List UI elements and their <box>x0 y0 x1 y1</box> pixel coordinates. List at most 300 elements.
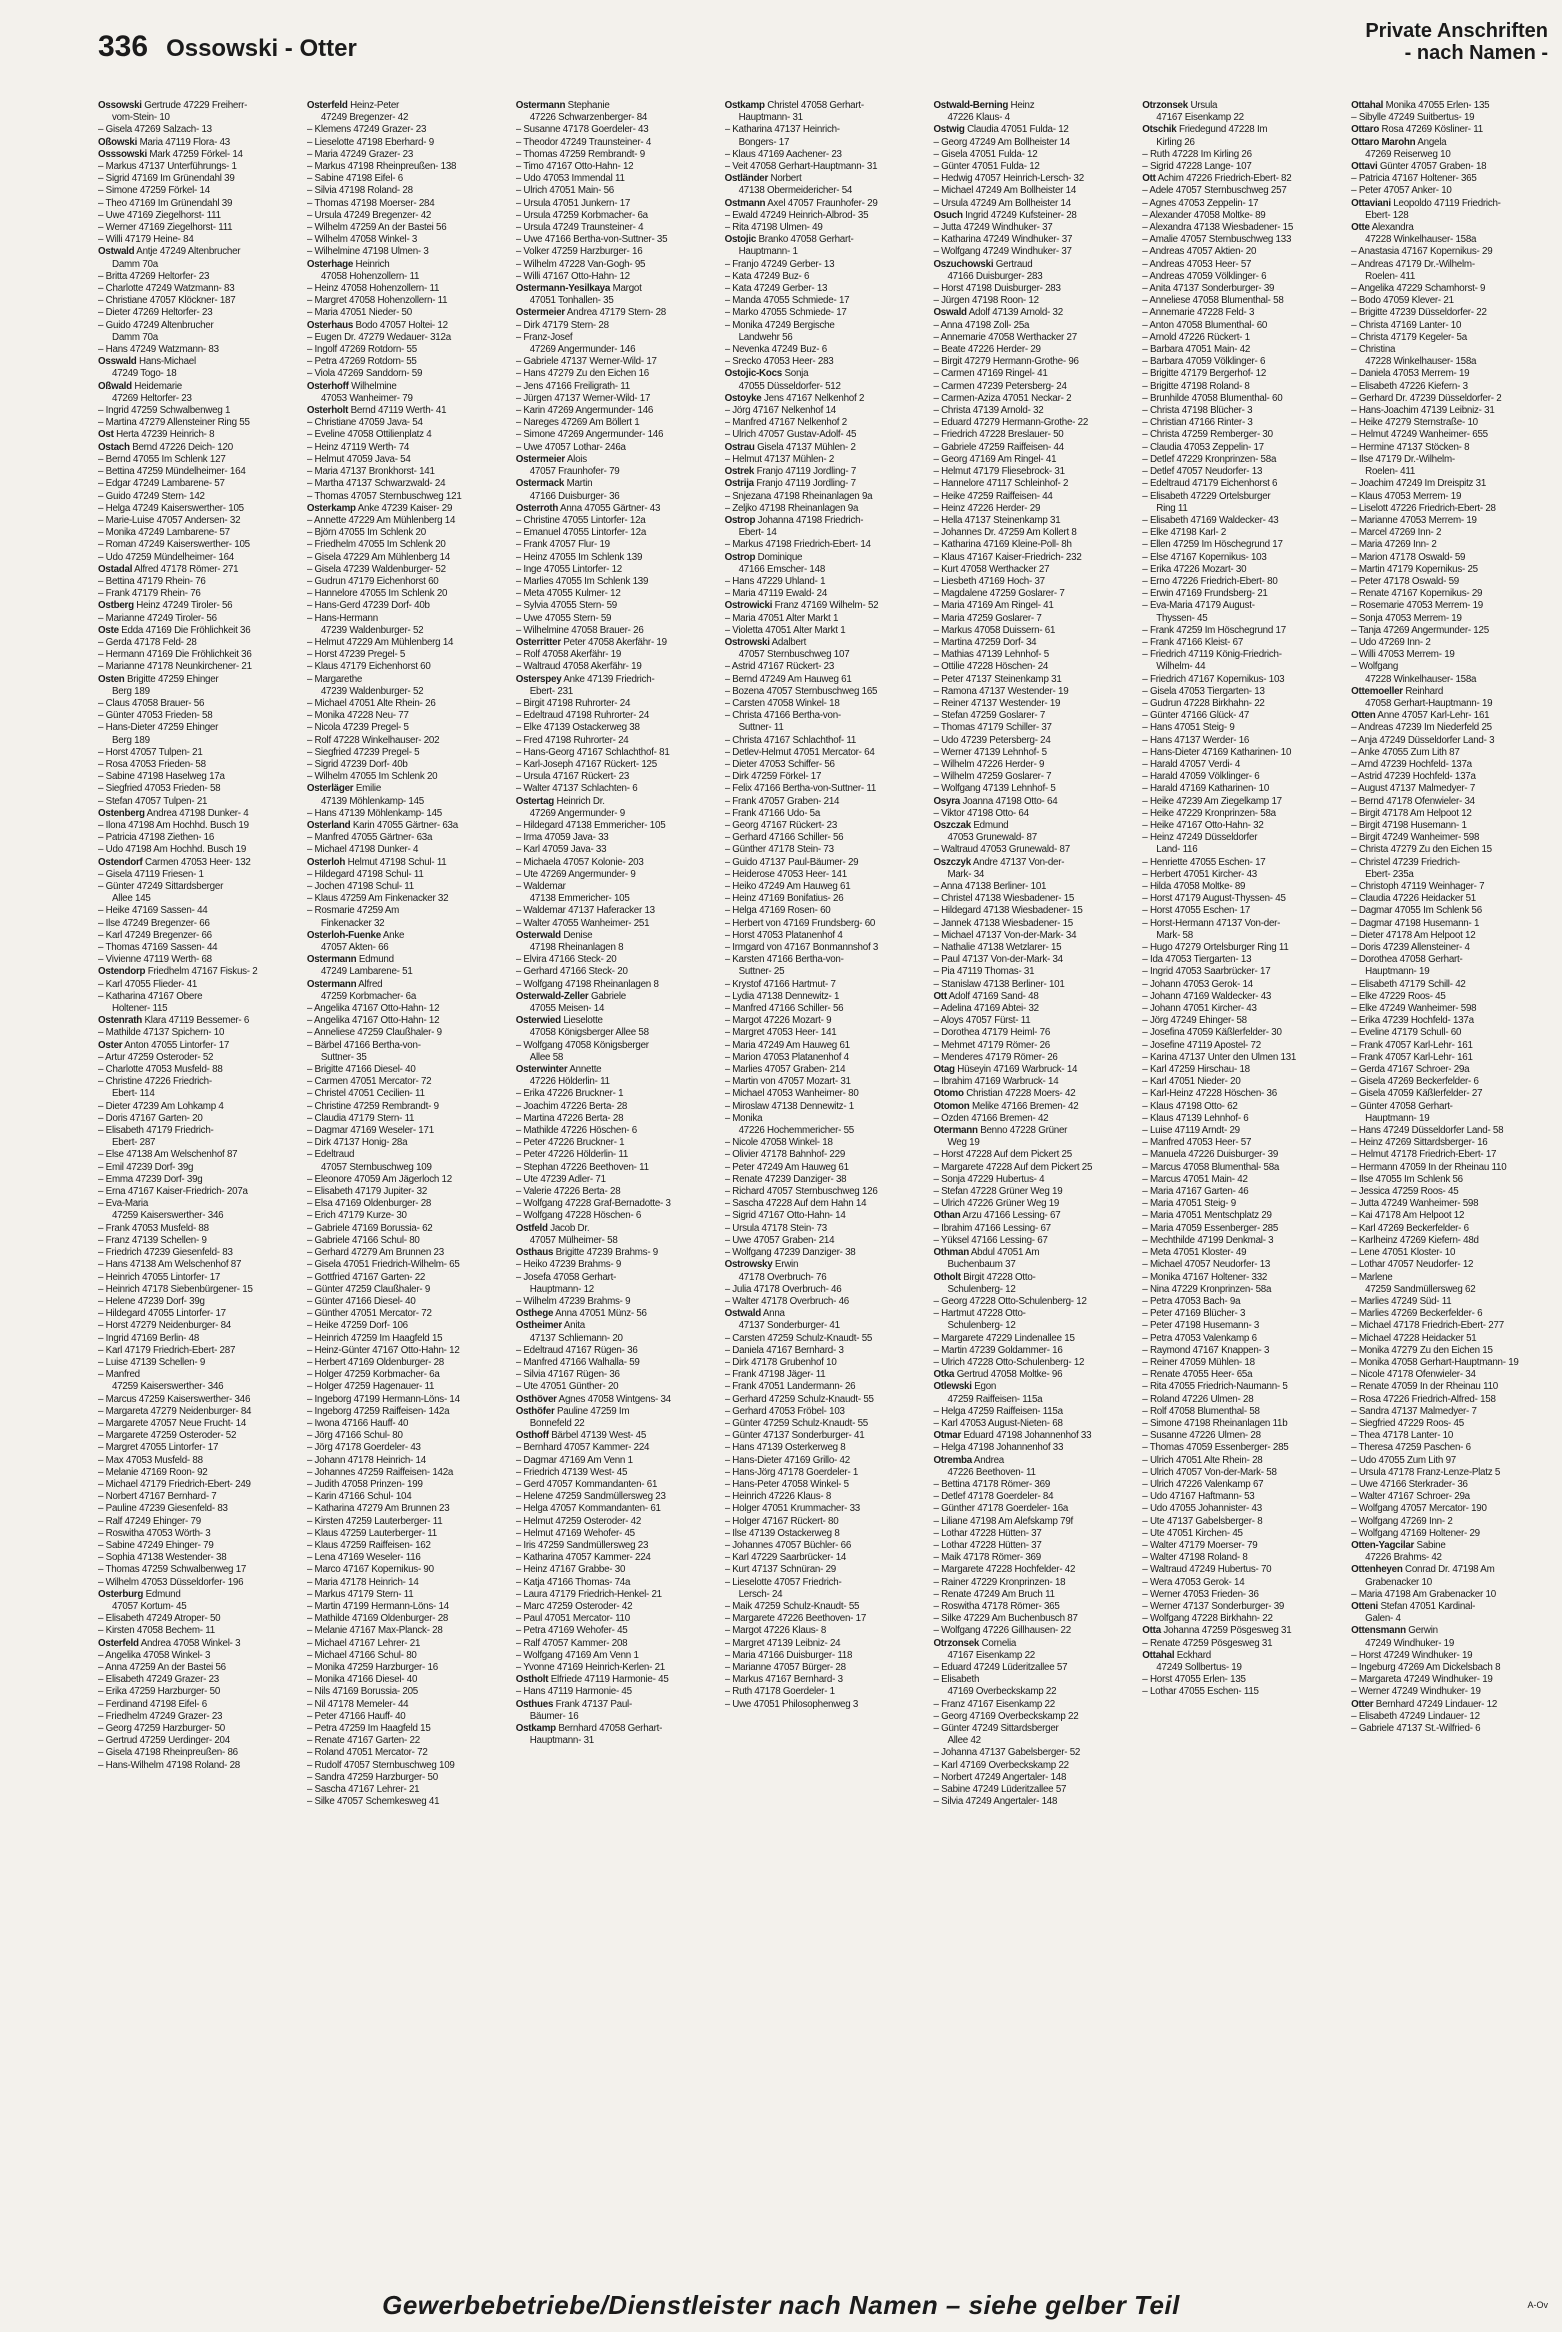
entry-text: – Johanna 47137 Gabelsberger- 52 <box>933 1747 1081 1759</box>
surname: Ostendorf <box>98 856 143 868</box>
entry-text: – Theresa 47259 Paschen- 6 <box>1351 1442 1471 1454</box>
entry-text: – Friedrich 47228 Breslauer- 50 <box>933 429 1064 441</box>
entry-text: – Kurt 47137 Schnüran- 29 <box>724 1564 836 1576</box>
entry-text: – Frank 47057 Graben- 214 <box>724 795 840 807</box>
listing-entry <box>98 710 297 722</box>
listing-entry <box>516 844 715 856</box>
listing-entry <box>516 1125 715 1137</box>
listing-column <box>516 100 715 2280</box>
entry-text: – Martha 47137 Schwarzwald- 24 <box>306 478 446 490</box>
entry-text: – Christa 47279 Zu den Eichen 15 <box>1351 844 1492 856</box>
listing-entry <box>307 1003 506 1015</box>
listing-entry <box>1351 661 1550 673</box>
listing-entry <box>98 1430 297 1442</box>
listing-entry <box>307 1272 506 1284</box>
listing-entry <box>516 356 715 368</box>
entry-text: – Wolfgang 47169 Holtener- 29 <box>1351 1527 1480 1539</box>
listing-entry <box>1351 808 1550 820</box>
entry-text: Herta 47239 Heinrich- 8 <box>113 429 215 441</box>
entry-text: Gisela 47137 Mühlen- 2 <box>754 441 856 453</box>
entry-text: – Jörg 47249 Ehinger- 58 <box>1142 1015 1247 1027</box>
entry-text: – Hannelore 47117 Schleinhof- 2 <box>933 478 1069 490</box>
entry-text: Suttner- 35 <box>320 1051 367 1063</box>
surname: Osswald <box>98 356 137 368</box>
entry-text: Mark- 34 <box>947 868 985 880</box>
entry-text: – Martin 47199 Hermann-Löns- 14 <box>306 1600 449 1612</box>
entry-text: Rosa 47269 Kösliner- 11 <box>1379 124 1483 136</box>
entry-text: – Anna 47138 Berliner- 101 <box>933 881 1047 892</box>
entry-text: – Margareta 47249 Windhuker- 19 <box>1351 1674 1493 1686</box>
listing-entry <box>1142 1442 1341 1454</box>
surname: Ostkamp <box>724 100 765 111</box>
entry-text: Allee 145 <box>112 893 151 905</box>
listing-entry <box>307 112 506 124</box>
listing-entry <box>307 1308 506 1320</box>
listing-entry <box>98 1540 297 1552</box>
entry-text: – Udo 47239 Petersberg- 24 <box>933 734 1051 746</box>
surname: Ostrija <box>724 478 754 490</box>
entry-text: Friedhelm 47167 Fiskus- 2 <box>145 966 258 978</box>
entry-text: – Aloys 47057 Fürst- 11 <box>933 1015 1031 1027</box>
entry-text: Anna 47051 Münz- 56 <box>553 1308 647 1320</box>
listing-entry <box>725 820 924 832</box>
entry-text: – Marianne 47057 Bürger- 28 <box>724 1662 846 1673</box>
listing-entry <box>98 1406 297 1418</box>
entry-text: 47249 Lambarene- 51 <box>320 966 413 978</box>
entry-text: – Erna 47167 Kaiser-Friedrich- 207a <box>98 1186 248 1198</box>
surname: Ostadal <box>98 563 133 575</box>
listing-entry <box>307 503 506 515</box>
listing-entry <box>98 1467 297 1479</box>
entry-text: – Horst 47179 August-Thyssen- 45 <box>1142 893 1286 905</box>
listing-entry <box>933 149 1132 161</box>
listing-entry <box>1351 1723 1550 1735</box>
listing-entry <box>98 1088 297 1100</box>
listing-entry <box>307 222 506 234</box>
listing-entry <box>1351 1455 1550 1467</box>
entry-text: – Erika 47226 Mozart- 30 <box>1142 563 1247 575</box>
entry-text: – Wilhelmine 47058 Brauer- 26 <box>515 624 644 636</box>
listing-entry <box>1351 576 1550 588</box>
listing-entry <box>1142 442 1341 454</box>
listing-entry <box>516 1320 715 1332</box>
listing-entry <box>1351 820 1550 832</box>
listing-entry <box>1142 1333 1341 1345</box>
listing-entry <box>98 1479 297 1491</box>
listing-entry <box>516 1296 715 1308</box>
listing-entry <box>307 1064 506 1076</box>
entry-text: – Christel 47239 Friedrich- <box>1351 856 1460 868</box>
listing-entry <box>98 283 297 295</box>
surname: Osthege <box>515 1308 554 1320</box>
listing-entry <box>307 1503 506 1515</box>
listing-entry <box>1351 1442 1550 1454</box>
listing-entry <box>1142 1223 1341 1235</box>
listing-entry <box>933 686 1132 698</box>
entry-text: Anne 47057 Karl-Lehr- 161 <box>1375 710 1490 722</box>
entry-text: – Bernhard 47057 Kammer- 224 <box>515 1442 650 1454</box>
entry-text: – Jochen 47198 Schul- 11 <box>306 881 414 892</box>
entry-text: – Heinrich 47259 Im Haagfeld 15 <box>306 1332 443 1344</box>
listing-entry <box>1351 552 1550 564</box>
entry-text: – Elsa 47169 Oldenburger- 28 <box>306 1198 432 1210</box>
listing-entry <box>1142 1552 1341 1564</box>
listing-entry <box>1142 1247 1341 1259</box>
entry-text: – Sabine 47249 Lüderitzallee 57 <box>933 1784 1067 1796</box>
listing-entry <box>307 796 506 808</box>
entry-text: – Holger 47167 Rückert- 80 <box>724 1515 839 1527</box>
listing-entry <box>1351 1247 1550 1259</box>
listing-entry <box>1142 307 1341 319</box>
listing-entry <box>1142 930 1341 942</box>
entry-text: – Margarete 47226 Beethoven- 17 <box>724 1613 867 1625</box>
entry-text: – Manfred 47166 Schiller- 56 <box>724 1003 844 1015</box>
listing-entry <box>307 1210 506 1222</box>
listing-entry <box>307 869 506 881</box>
listing-entry <box>516 332 715 344</box>
entry-text: – Hans 47051 Steig- 9 <box>1142 722 1235 734</box>
listing-entry <box>516 1345 715 1357</box>
entry-text: – Dirk 47137 Honig- 28a <box>306 1137 408 1149</box>
entry-text: – Christine 47259 Rembrandt- 9 <box>306 1100 439 1112</box>
entry-text: – Kai 47178 Am Helpoot 12 <box>1351 1210 1465 1222</box>
entry-text: Alfred <box>356 978 383 990</box>
listing-entry <box>516 1430 715 1442</box>
listing-entry <box>933 295 1132 307</box>
listing-entry <box>307 1479 506 1491</box>
listing-entry <box>1142 478 1341 490</box>
listing-entry <box>516 1528 715 1540</box>
entry-text: Roelen- 411 <box>1365 270 1416 282</box>
listing-entry <box>1142 661 1341 673</box>
entry-text: 47239 Waldenburger- 52 <box>320 624 424 636</box>
entry-text: Anna 47055 Gärtner- 43 <box>558 502 661 514</box>
entry-text: – Simone 47269 Angermunder- 146 <box>515 429 664 441</box>
entry-text: – Carmen 47239 Petersberg- 24 <box>933 380 1067 392</box>
listing-entry <box>516 515 715 527</box>
surname: Ostrop <box>724 514 756 526</box>
listing-entry <box>1142 869 1341 881</box>
entry-text: Lersch- 24 <box>738 1588 783 1600</box>
entry-text: Heinz-Peter <box>347 100 400 111</box>
entry-text: 47053 Wanheimer- 79 <box>320 392 413 404</box>
listing-entry <box>725 1418 924 1430</box>
listing-entry <box>516 405 715 417</box>
listing-entry <box>725 759 924 771</box>
listing-entry <box>1142 283 1341 295</box>
entry-text: – Elisabeth <box>933 1674 980 1686</box>
entry-text: – Franz 47139 Schellen- 9 <box>98 1234 207 1246</box>
listing-entry <box>98 1601 297 1613</box>
listing-entry <box>1351 1418 1550 1430</box>
listing-entry <box>1142 954 1341 966</box>
entry-text: – Hans-Dieter 47259 Ehinger <box>98 722 219 734</box>
listing-entry <box>1351 1015 1550 1027</box>
listing-entry <box>933 1186 1132 1198</box>
listing-entry <box>98 1027 297 1039</box>
listing-entry <box>933 857 1132 869</box>
listing-entry <box>1142 1577 1341 1589</box>
entry-text: – Heike 47229 Kronprinzen- 58a <box>1142 807 1276 819</box>
listing-entry <box>516 100 715 112</box>
entry-text: – Thomas 47179 Schiller- 37 <box>933 722 1052 734</box>
listing-entry <box>725 222 924 234</box>
entry-text: – Sandra 47259 Harzburger- 50 <box>306 1771 438 1783</box>
listing-entry <box>1142 881 1341 893</box>
entry-text: – Maria 47178 Heinrich- 14 <box>306 1576 419 1588</box>
listing-entry <box>516 1442 715 1454</box>
entry-text: – Detlef 47178 Goerdeler- 84 <box>933 1491 1054 1503</box>
entry-text: – Hildegard 47138 Wiesbadener- 15 <box>933 905 1083 917</box>
entry-text: – Klaus 47179 Eichenhorst 60 <box>306 661 431 673</box>
listing-entry <box>725 539 924 551</box>
entry-text: – Barbara 47059 Völklinger- 6 <box>1142 356 1266 368</box>
entry-text: – Wolfgang 47057 Mercator- 190 <box>1351 1503 1487 1515</box>
listing-entry <box>933 1796 1132 1808</box>
entry-text: – Manda 47055 Schmiede- 17 <box>724 295 850 307</box>
entry-text: – Hella 47137 Steinenkamp 31 <box>933 514 1061 526</box>
entry-text: – Kata 47249 Gerber- 13 <box>724 283 828 295</box>
listing-entry <box>933 344 1132 356</box>
entry-text: – Günther 47178 Stein- 73 <box>724 844 834 856</box>
entry-text: Roelen- 411 <box>1365 466 1416 478</box>
listing-entry <box>307 844 506 856</box>
listing-entry <box>1142 1259 1341 1271</box>
entry-text: Monika 47055 Erlen- 135 <box>1383 100 1490 111</box>
entry-text: – Gabriele 47137 Werner-Wild- 17 <box>515 356 657 368</box>
listing-entry <box>307 552 506 564</box>
listing-entry <box>725 1577 924 1589</box>
entry-text: – Margarete 47259 Osteroder- 52 <box>98 1430 237 1442</box>
listing-entry <box>516 429 715 441</box>
surname: Oste <box>98 624 119 636</box>
entry-text: – Walter 47178 Overbruch- 46 <box>724 1295 849 1307</box>
entry-text: – Heike 47279 Sternstraße- 10 <box>1351 417 1478 429</box>
entry-text: – Erwin 47169 Frundsberg- 21 <box>1142 588 1268 600</box>
entry-text: 47228 Winkelhauser- 158a <box>1365 673 1477 685</box>
listing-entry <box>516 918 715 930</box>
listing-entry <box>516 1418 715 1430</box>
entry-text: – Hildegard 47198 Schul- 11 <box>306 868 424 880</box>
entry-text: Berg 189 <box>112 685 150 697</box>
entry-text: – Bodo 47059 Klever- 21 <box>1351 295 1454 307</box>
listing-entry <box>307 954 506 966</box>
entry-text: – Britta 47269 Heltorfer- 23 <box>98 270 210 282</box>
listing-entry <box>1142 515 1341 527</box>
listing-entry <box>1351 1113 1550 1125</box>
listing-entry <box>725 173 924 185</box>
entry-text: – Heike 47167 Otto-Hahn- 32 <box>1142 819 1264 831</box>
entry-text: – Gerhard 47053 Fröbel- 103 <box>724 1405 845 1417</box>
listing-entry <box>1351 1503 1550 1515</box>
listing-entry <box>516 564 715 576</box>
section-subtitle: - nach Namen - <box>1404 42 1548 64</box>
listing-entry <box>98 1223 297 1235</box>
entry-text: – Ellen 47259 Im Höschegrund 17 <box>1142 539 1283 551</box>
surname: Osterhaus <box>306 319 354 331</box>
listing-entry <box>1351 1345 1550 1357</box>
entry-text: Pauline 47259 Im <box>554 1405 630 1417</box>
listing-entry <box>1142 198 1341 210</box>
listing-entry <box>725 930 924 942</box>
listing-entry <box>933 1223 1132 1235</box>
entry-text: – Ulrich 47051 Main- 56 <box>515 185 614 197</box>
listing-entry <box>307 1540 506 1552</box>
listing-entry <box>1142 600 1341 612</box>
listing-entry <box>98 747 297 759</box>
listing-entry <box>1351 222 1550 234</box>
entry-text: – Lothar 47057 Neudorfer- 12 <box>1351 1259 1474 1271</box>
listing-entry <box>1351 1479 1550 1491</box>
entry-text: – Werner 47137 Sonderburger- 39 <box>1142 1600 1285 1612</box>
surname: Ossowski <box>98 100 142 111</box>
entry-text: – Petra 47169 Wehofer- 45 <box>515 1625 628 1637</box>
listing-entry <box>516 1357 715 1369</box>
listing-entry <box>516 649 715 661</box>
listing-entry <box>725 307 924 319</box>
entry-text: – Marcus 47051 Main- 42 <box>1142 1173 1248 1185</box>
entry-text: – Eleonore 47059 Am Jägerloch 12 <box>306 1173 452 1185</box>
entry-text: – Krystof 47166 Hartmut- 7 <box>724 978 836 990</box>
entry-text: – Viola 47269 Sanddorn- 59 <box>306 368 423 380</box>
entry-text: Edmund <box>970 819 1009 831</box>
listing-entry <box>516 1052 715 1064</box>
listing-entry <box>98 1735 297 1747</box>
entry-text: – Herbert von 47169 Frundsberg- 60 <box>724 917 876 929</box>
listing-entry <box>933 1333 1132 1345</box>
listing-entry <box>98 381 297 393</box>
listing-entry <box>98 869 297 881</box>
listing-entry <box>933 1088 1132 1100</box>
listing-entry <box>725 1235 924 1247</box>
listing-entry <box>933 1113 1132 1125</box>
entry-text: – Andreas 47179 Dr.-Wilhelm- <box>1351 258 1475 270</box>
entry-text: – Michael 47228 Heidacker 51 <box>1351 1332 1477 1344</box>
listing-entry <box>1351 564 1550 576</box>
listing-entry <box>933 1284 1132 1296</box>
entry-text: – Claus 47058 Brauer- 56 <box>98 697 205 709</box>
entry-text: – Friedhelm 47055 Im Schlenk 20 <box>306 539 446 551</box>
entry-text: Sabine <box>1414 1539 1446 1551</box>
listing-entry <box>1142 1101 1341 1113</box>
listing-entry <box>516 246 715 258</box>
entry-text: – Johann 47178 Heinrich- 14 <box>306 1454 426 1466</box>
entry-text: Bongers- 17 <box>738 136 790 148</box>
entry-text: Karin 47055 Gärtner- 63a <box>350 819 458 831</box>
entry-text: – Maria 47051 Alter Markt 1 <box>724 612 839 624</box>
entry-text: Bernhard 47058 Gerhart- <box>555 1723 663 1735</box>
entry-text: – Eva-Maria <box>98 1198 149 1210</box>
entry-text: – Liesbeth 47169 Hoch- 37 <box>933 575 1045 587</box>
listing-entry <box>1351 417 1550 429</box>
listing-entry <box>98 1296 297 1308</box>
listing-entry <box>1142 747 1341 759</box>
entry-text: – Maria 47137 Bronkhorst- 141 <box>306 466 435 478</box>
entry-text: – Rita 47055 Friedrich-Naumann- 5 <box>1142 1381 1288 1393</box>
entry-text: Ebert- 114 <box>112 1088 155 1100</box>
listing-entry <box>1142 1064 1341 1076</box>
listing-entry <box>98 1149 297 1161</box>
listing-entry <box>1351 295 1550 307</box>
listing-entry <box>98 1491 297 1503</box>
listing-entry <box>98 1272 297 1284</box>
entry-text: – Werner 47139 Lehnhof- 5 <box>933 746 1047 758</box>
entry-text: – Wolfgang 47139 Lehnhof- 5 <box>933 783 1056 795</box>
entry-text: – Gerda 47167 Schroer- 29a <box>1351 1064 1470 1076</box>
entry-text: – Sabine 47198 Eifel- 6 <box>306 173 403 185</box>
listing-entry <box>1142 210 1341 222</box>
listing-entry <box>933 381 1132 393</box>
entry-text: – Paul 47137 Von-der-Mark- 34 <box>933 954 1063 966</box>
listing-entry <box>933 1174 1132 1186</box>
entry-text: – Helmut 47178 Friedrich-Ebert- 17 <box>1351 1149 1497 1161</box>
entry-text: – Hans 47249 Düsseldorfer Land- 58 <box>1351 1125 1504 1137</box>
entry-text: 47226 Beethoven- 11 <box>947 1466 1036 1478</box>
entry-text: – Margarete 47228 Auf dem Pickert 25 <box>933 1161 1093 1173</box>
entry-text: Bernd 47226 Deich- 120 <box>129 441 233 453</box>
listing-entry <box>98 600 297 612</box>
entry-text: – Kata 47249 Buz- 6 <box>724 270 810 282</box>
entry-text: 47057 Sternbuschweg 109 <box>320 1161 432 1173</box>
listing-entry <box>725 893 924 905</box>
entry-text: – Brigitte 47166 Diesel- 40 <box>306 1064 416 1076</box>
entry-text: 47139 Möhlenkamp- 145 <box>320 795 424 807</box>
entry-text: – Frank 47179 Rhein- 76 <box>98 588 201 600</box>
entry-text: – Claudia 47179 Stern- 11 <box>306 1112 415 1124</box>
listing-entry <box>933 600 1132 612</box>
listing-entry <box>98 588 297 600</box>
listing-entry <box>98 1064 297 1076</box>
entry-text: – Helmut 47059 Java- 54 <box>306 453 411 465</box>
listing-entry <box>1351 442 1550 454</box>
entry-text: – Udo 47167 Haftmann- 53 <box>1142 1491 1255 1503</box>
entry-text: – Brigitte 47239 Düsseldorfer- 22 <box>1351 307 1487 319</box>
entry-text: – Emil 47239 Dorf- 39g <box>98 1161 194 1173</box>
listing-entry <box>1351 112 1550 124</box>
listing-entry <box>516 783 715 795</box>
listing-entry <box>1142 1381 1341 1393</box>
entry-text: Peter 47058 Akerfähr- 19 <box>560 636 667 648</box>
listing-entry <box>516 1027 715 1039</box>
entry-text: Emilie <box>353 783 382 795</box>
entry-text: – Gerhard 47166 Steck- 20 <box>515 966 628 978</box>
entry-text: – Horst 47228 Auf dem Pickert 25 <box>933 1149 1072 1161</box>
entry-text: – Brigitte 47179 Bergerhof- 12 <box>1142 368 1267 380</box>
surname: Osterritter <box>515 636 561 648</box>
entry-text: – Andreas 47057 Aktien- 20 <box>1142 246 1257 258</box>
entry-text: – Monika 47167 Holtener- 332 <box>1142 1271 1268 1283</box>
listing-column <box>1351 100 1550 2280</box>
listing-entry <box>725 417 924 429</box>
entry-text: Ebert- 287 <box>112 1137 156 1149</box>
listing-entry <box>725 1406 924 1418</box>
listing-entry <box>307 124 506 136</box>
entry-text: 47055 Düsseldorfer- 512 <box>738 380 841 392</box>
entry-text: – Walter 47167 Schroer- 29a <box>1351 1491 1470 1503</box>
entry-text: Edmund <box>356 954 394 966</box>
entry-text: – Georg 47167 Rückert- 23 <box>724 819 838 831</box>
listing-entry <box>516 1406 715 1418</box>
entry-text: – Karl 47169 Overbeckskamp 22 <box>933 1759 1069 1771</box>
surname: Osterloh <box>306 856 346 868</box>
listing-entry <box>1142 1369 1341 1381</box>
listing-entry <box>725 112 924 124</box>
listing-entry <box>307 1162 506 1174</box>
entry-text: – Günther 47178 Goerdeler- 16a <box>933 1503 1069 1515</box>
entry-text: – Elisabeth 47179 Jupiter- 32 <box>306 1186 428 1198</box>
listing-entry <box>1142 686 1341 698</box>
entry-text: – Lena 47169 Weseler- 116 <box>306 1552 421 1564</box>
